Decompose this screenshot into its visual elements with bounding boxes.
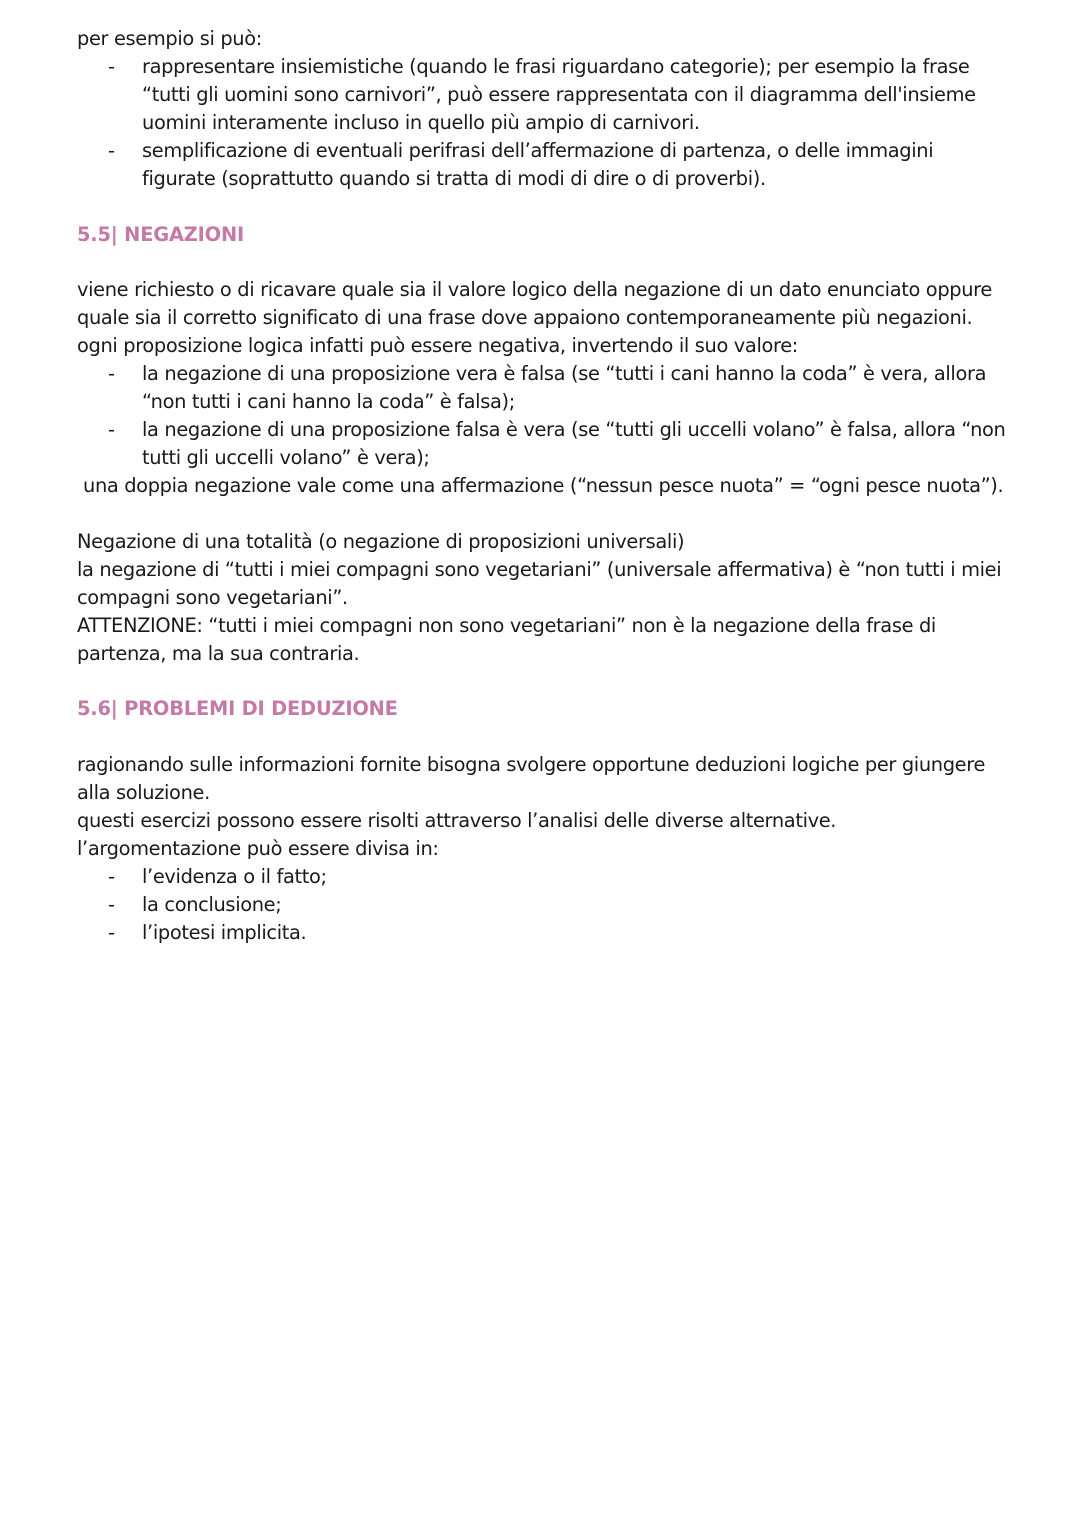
list-item-text: rappresentare insiemistiche (quando le frasi riguardano categorie); per esempio la frase (142, 55, 970, 78)
list-item-text: la negazione di una proposizione falsa è vera (se “tutti gli uccelli volano” è falsa, allora “non (142, 418, 1006, 441)
paragraph-line: ATTENZIONE: “tutti i miei compagni non sono vegetariani” non è la negazione della frase di (77, 614, 936, 637)
paragraph-line: ragionando sulle informazioni fornite bisogna svolgere opportune deduzioni logiche per giungere (77, 753, 986, 776)
paragraph-line: Negazione di una totalità (o negazione di proposizioni universali) (77, 530, 685, 553)
list-item-text: semplificazione di eventuali perifrasi dell’affermazione di partenza, o delle immagini (142, 139, 934, 162)
list-item-text: l’ipotesi implicita. (142, 921, 307, 944)
list-item-text: tutti gli uccelli volano” è vera); (142, 446, 430, 469)
paragraph-line: l’argomentazione può essere divisa in: (77, 837, 439, 860)
list-item-text: l’evidenza o il fatto; (142, 865, 327, 888)
paragraph-line: compagni sono vegetariani”. (77, 586, 348, 609)
paragraph-line: quale sia il corretto significato di una frase dove appaiono contemporaneamente più negazioni. (77, 306, 973, 329)
paragraph-line: alla soluzione. (77, 781, 210, 804)
list-item-text: la negazione di una proposizione vera è falsa (se “tutti i cani hanno la coda” è vera, allora (142, 362, 987, 385)
section-heading-negazioni: 5.5| NEGAZIONI (77, 223, 244, 246)
list-dash: - (108, 865, 115, 888)
list-item-text: figurate (soprattutto quando si tratta di modi di dire o di proverbi). (142, 167, 766, 190)
list-dash: - (108, 418, 115, 441)
paragraph-line: una doppia negazione vale come una affermazione (“nessun pesce nuota” = “ogni pesce nuota”). (83, 474, 1004, 497)
paragraph-line: questi esercizi possono essere risolti attraverso l’analisi delle diverse alternative. (77, 809, 837, 832)
paragraph-line: ogni proposizione logica infatti può essere negativa, invertendo il suo valore: (77, 334, 798, 357)
paragraph-line: partenza, ma la sua contraria. (77, 642, 360, 665)
list-item-text: la conclusione; (142, 893, 282, 916)
list-item-text: “non tutti i cani hanno la coda” è falsa); (142, 390, 515, 413)
list-dash: - (108, 921, 115, 944)
list-dash: - (108, 139, 115, 162)
list-dash: - (108, 55, 115, 78)
list-dash: - (108, 893, 115, 916)
list-item-text: “tutti gli uomini sono carnivori”, può essere rappresentata con il diagramma dell'insieme (142, 83, 976, 106)
paragraph-line: la negazione di “tutti i miei compagni sono vegetariani” (universale affermativa) è “non tutti i miei (77, 558, 1002, 581)
list-dash: - (108, 362, 115, 385)
section-heading-problemi-di-deduzione: 5.6| PROBLEMI DI DEDUZIONE (77, 697, 398, 720)
intro-line: per esempio si può: (77, 27, 262, 50)
list-item-text: uomini interamente incluso in quello più ampio di carnivori. (142, 111, 700, 134)
paragraph-line: viene richiesto o di ricavare quale sia il valore logico della negazione di un dato enunciato oppure (77, 278, 992, 301)
